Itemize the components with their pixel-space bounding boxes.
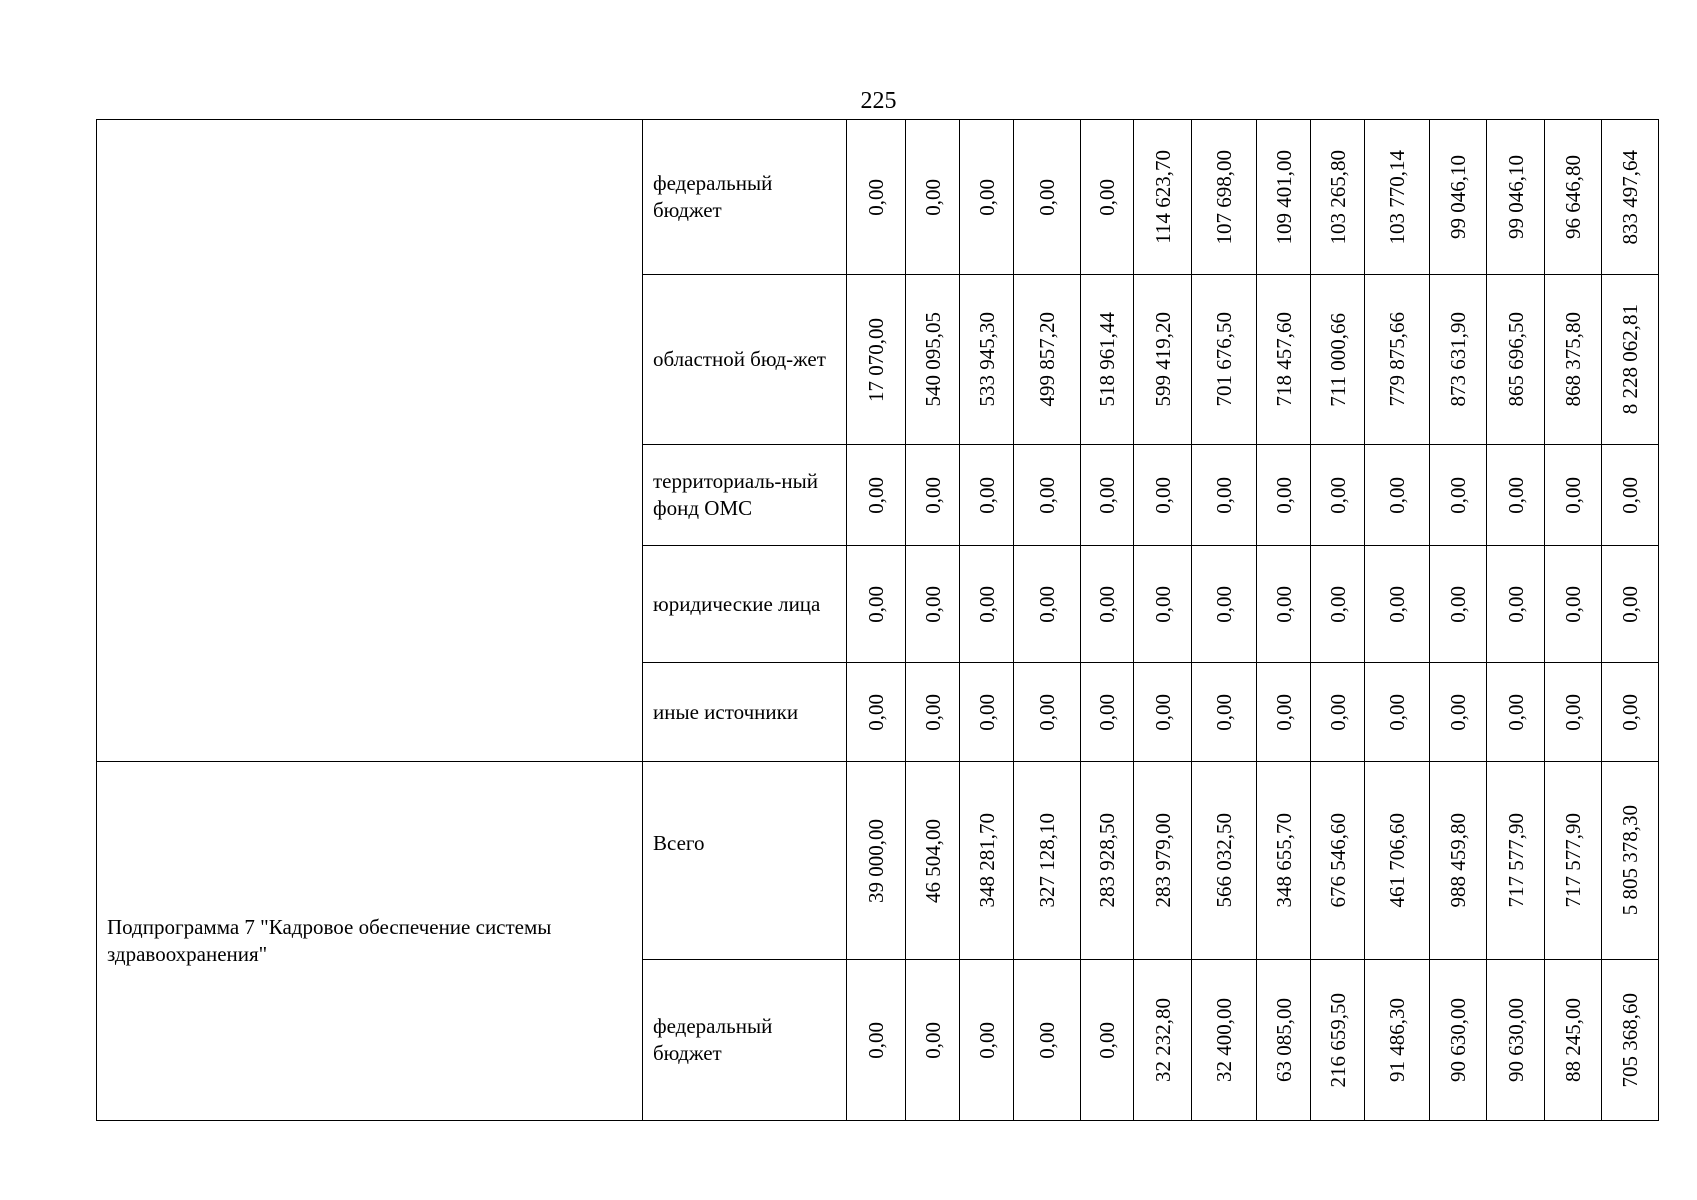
amount-cell xyxy=(847,960,906,1121)
amount-value: 0,00 xyxy=(920,585,945,623)
amount-value: 0,00 xyxy=(974,476,999,514)
amount-cell xyxy=(1487,762,1545,960)
amount-cell xyxy=(906,120,960,275)
amount-value: 0,00 xyxy=(974,585,999,623)
amount-cell xyxy=(1257,445,1311,546)
amount-cell xyxy=(1365,960,1430,1121)
amount-value: 0,00 xyxy=(1561,693,1585,731)
amount-cell xyxy=(1602,960,1659,1121)
amount-value: 718 457,60 xyxy=(1271,312,1296,407)
amount-cell xyxy=(1081,120,1134,275)
amount-value: 0,00 xyxy=(1385,476,1409,514)
amount-cell xyxy=(1257,762,1311,960)
amount-value: 711 000,66 xyxy=(1325,312,1350,407)
amount-cell xyxy=(1134,546,1192,663)
amount-value: 868 375,80 xyxy=(1561,312,1585,407)
amount-cell xyxy=(1365,120,1430,275)
amount-value: 0,00 xyxy=(1561,585,1585,623)
amount-cell xyxy=(1487,275,1545,445)
amount-cell xyxy=(1311,663,1365,762)
amount-value: 0,00 xyxy=(1325,476,1350,514)
amount-cell xyxy=(906,546,960,663)
amount-value: 988 459,80 xyxy=(1446,813,1470,908)
amount-cell xyxy=(1081,762,1134,960)
amount-cell xyxy=(1602,546,1659,663)
amount-cell xyxy=(1192,445,1257,546)
amount-cell xyxy=(1545,762,1602,960)
amount-value: 0,00 xyxy=(974,693,999,731)
amount-cell xyxy=(1602,275,1659,445)
amount-value: 63 085,00 xyxy=(1271,998,1296,1082)
amount-value: 0,00 xyxy=(974,178,999,216)
amount-value: 0,00 xyxy=(920,1021,945,1059)
budget-table xyxy=(96,119,1659,1121)
amount-value: 676 546,60 xyxy=(1325,813,1350,908)
amount-value: 833 497,64 xyxy=(1618,149,1642,245)
amount-value: 0,00 xyxy=(1035,1021,1059,1059)
amount-value: 0,00 xyxy=(1271,476,1296,514)
amount-value: 0,00 xyxy=(1561,476,1585,514)
amount-cell xyxy=(1081,546,1134,663)
amount-cell xyxy=(1545,960,1602,1121)
amount-cell xyxy=(1311,762,1365,960)
amount-cell xyxy=(960,546,1014,663)
amount-cell xyxy=(1014,275,1081,445)
amount-cell xyxy=(1014,546,1081,663)
funding-source-label: федеральный бюджет xyxy=(653,1014,773,1065)
amount-cell xyxy=(1192,546,1257,663)
amount-cell xyxy=(906,445,960,546)
amount-cell xyxy=(1134,120,1192,275)
amount-value: 114 623,70 xyxy=(1150,150,1175,244)
funding-source-label: областной бюд-жет xyxy=(653,347,826,371)
amount-cell xyxy=(1081,445,1134,546)
amount-value: 0,00 xyxy=(1212,585,1236,623)
amount-cell xyxy=(1192,960,1257,1121)
amount-value: 283 979,00 xyxy=(1150,813,1175,908)
amount-cell xyxy=(1134,445,1192,546)
amount-cell xyxy=(847,275,906,445)
amount-cell xyxy=(960,663,1014,762)
amount-value: 0,00 xyxy=(920,178,945,216)
amount-value: 99 046,10 xyxy=(1503,155,1528,239)
amount-value: 0,00 xyxy=(974,1021,999,1059)
funding-source-cell xyxy=(643,120,847,275)
amount-value: 0,00 xyxy=(1618,693,1642,731)
amount-cell xyxy=(1430,445,1487,546)
amount-cell xyxy=(906,762,960,960)
amount-value: 32 232,80 xyxy=(1150,998,1175,1082)
amount-value: 5 805 378,30 xyxy=(1618,805,1642,916)
amount-cell xyxy=(1081,275,1134,445)
amount-value: 8 228 062,81 xyxy=(1618,304,1642,415)
amount-cell xyxy=(1487,960,1545,1121)
funding-source-cell xyxy=(643,275,847,445)
amount-cell xyxy=(1311,960,1365,1121)
program-name-cell: Подпрограмма 7 "Кадровое обеспечение системы здравоохранения" xyxy=(97,762,643,1121)
table-row xyxy=(97,120,1659,275)
amount-value: 0,00 xyxy=(1035,693,1059,731)
amount-value: 0,00 xyxy=(1618,585,1642,623)
amount-value: 0,00 xyxy=(1035,585,1059,623)
amount-cell xyxy=(1545,120,1602,275)
amount-cell xyxy=(960,762,1014,960)
amount-cell xyxy=(960,960,1014,1121)
amount-value: 0,00 xyxy=(1095,585,1119,623)
amount-value: 0,00 xyxy=(864,585,888,623)
amount-value: 0,00 xyxy=(864,1021,888,1059)
page-number: 225 xyxy=(860,88,897,114)
amount-value: 348 655,70 xyxy=(1271,813,1296,908)
program-name-cell xyxy=(97,120,643,762)
amount-value: 216 659,50 xyxy=(1325,992,1350,1088)
amount-value: 0,00 xyxy=(1095,476,1119,514)
amount-cell xyxy=(1014,445,1081,546)
funding-source-label: федеральный бюджет xyxy=(653,171,773,222)
amount-value: 0,00 xyxy=(1503,585,1528,623)
amount-cell xyxy=(960,275,1014,445)
amount-value: 0,00 xyxy=(1385,585,1409,623)
funding-source-label: территориаль-ный фонд ОМС xyxy=(653,469,819,520)
amount-cell xyxy=(1430,663,1487,762)
amount-value: 283 928,50 xyxy=(1095,813,1119,908)
amount-value: 705 368,60 xyxy=(1618,992,1642,1088)
funding-source-cell xyxy=(643,663,847,762)
amount-cell xyxy=(1134,762,1192,960)
amount-value: 0,00 xyxy=(1212,476,1236,514)
amount-value: 701 676,50 xyxy=(1212,312,1236,407)
amount-cell xyxy=(1365,546,1430,663)
amount-cell xyxy=(1134,275,1192,445)
amount-cell xyxy=(1602,762,1659,960)
amount-cell xyxy=(1365,762,1430,960)
amount-value: 0,00 xyxy=(864,178,888,216)
amount-value: 779 875,66 xyxy=(1385,312,1409,407)
amount-value: 109 401,00 xyxy=(1271,149,1296,245)
amount-cell xyxy=(847,546,906,663)
amount-value: 327 128,10 xyxy=(1035,813,1059,908)
table-row xyxy=(97,762,1659,960)
amount-cell xyxy=(1487,445,1545,546)
amount-value: 17 070,00 xyxy=(864,317,888,402)
amount-value: 599 419,20 xyxy=(1150,312,1175,407)
amount-value: 0,00 xyxy=(1446,585,1470,623)
amount-cell xyxy=(1257,275,1311,445)
amount-cell xyxy=(1014,762,1081,960)
amount-value: 0,00 xyxy=(1325,585,1350,623)
amount-value: 540 095,05 xyxy=(920,312,945,407)
amount-cell xyxy=(1545,275,1602,445)
amount-cell xyxy=(906,275,960,445)
amount-cell xyxy=(1545,546,1602,663)
funding-source-label: иные источники xyxy=(653,699,799,724)
amount-value: 0,00 xyxy=(1446,693,1470,731)
amount-cell xyxy=(847,663,906,762)
amount-value: 0,00 xyxy=(1095,178,1119,216)
amount-value: 0,00 xyxy=(864,693,888,731)
amount-value: 518 961,44 xyxy=(1095,312,1119,407)
funding-source-cell xyxy=(643,445,847,546)
amount-value: 91 486,30 xyxy=(1385,998,1409,1082)
amount-value: 499 857,20 xyxy=(1035,312,1059,407)
amount-cell xyxy=(960,445,1014,546)
funding-source-label: Всего xyxy=(653,831,705,855)
amount-value: 461 706,60 xyxy=(1385,813,1409,908)
amount-value: 103 265,80 xyxy=(1325,149,1350,245)
amount-value: 865 696,50 xyxy=(1503,312,1528,407)
amount-cell xyxy=(1311,275,1365,445)
amount-cell xyxy=(1545,663,1602,762)
amount-value: 0,00 xyxy=(1618,476,1642,514)
amount-cell xyxy=(906,960,960,1121)
amount-cell xyxy=(960,120,1014,275)
amount-cell xyxy=(1014,120,1081,275)
amount-value: 99 046,10 xyxy=(1446,155,1470,239)
amount-value: 0,00 xyxy=(864,476,888,514)
amount-value: 0,00 xyxy=(1212,693,1236,731)
amount-value: 717 577,90 xyxy=(1503,813,1528,908)
amount-cell xyxy=(1192,663,1257,762)
funding-source-label: юридические лица xyxy=(653,591,821,616)
amount-value: 0,00 xyxy=(1503,693,1528,731)
amount-cell xyxy=(1545,445,1602,546)
amount-value: 0,00 xyxy=(1095,693,1119,731)
amount-cell xyxy=(1081,960,1134,1121)
amount-value: 348 281,70 xyxy=(974,813,999,908)
amount-value: 0,00 xyxy=(1446,476,1470,514)
amount-cell xyxy=(1311,546,1365,663)
amount-value: 0,00 xyxy=(1095,1021,1119,1059)
amount-value: 0,00 xyxy=(1325,693,1350,731)
amount-value: 533 945,30 xyxy=(974,312,999,407)
amount-cell xyxy=(1257,546,1311,663)
amount-cell xyxy=(1430,275,1487,445)
amount-value: 90 630,00 xyxy=(1503,998,1528,1082)
funding-source-cell xyxy=(643,762,847,960)
amount-value: 32 400,00 xyxy=(1212,998,1236,1082)
amount-cell xyxy=(1365,275,1430,445)
amount-value: 873 631,90 xyxy=(1446,312,1470,407)
amount-cell xyxy=(847,445,906,546)
amount-value: 103 770,14 xyxy=(1385,149,1409,245)
amount-cell xyxy=(1365,663,1430,762)
amount-cell xyxy=(1014,960,1081,1121)
amount-value: 107 698,00 xyxy=(1212,149,1236,245)
amount-value: 0,00 xyxy=(920,476,945,514)
amount-value: 90 630,00 xyxy=(1446,998,1470,1082)
amount-value: 0,00 xyxy=(1385,693,1409,731)
amount-cell xyxy=(1430,546,1487,663)
amount-value: 0,00 xyxy=(1150,693,1175,731)
amount-cell xyxy=(1134,663,1192,762)
amount-cell xyxy=(1487,663,1545,762)
amount-cell xyxy=(906,663,960,762)
amount-value: 0,00 xyxy=(1035,178,1059,216)
amount-cell xyxy=(1311,120,1365,275)
amount-value: 0,00 xyxy=(1150,585,1175,623)
amount-cell xyxy=(1430,120,1487,275)
amount-cell xyxy=(1365,445,1430,546)
amount-cell xyxy=(847,120,906,275)
amount-value: 0,00 xyxy=(1035,476,1059,514)
funding-source-cell xyxy=(643,546,847,663)
amount-value: 717 577,90 xyxy=(1561,813,1585,908)
amount-value: 0,00 xyxy=(1150,476,1175,514)
amount-cell xyxy=(1602,445,1659,546)
amount-cell xyxy=(1311,445,1365,546)
amount-cell xyxy=(1430,762,1487,960)
amount-cell xyxy=(1430,960,1487,1121)
amount-cell xyxy=(1081,663,1134,762)
amount-cell xyxy=(1134,960,1192,1121)
amount-value: 96 646,80 xyxy=(1561,155,1585,239)
amount-cell xyxy=(1487,546,1545,663)
amount-cell xyxy=(1257,120,1311,275)
amount-cell xyxy=(1192,120,1257,275)
amount-value: 0,00 xyxy=(920,693,945,731)
amount-cell xyxy=(847,762,906,960)
amount-cell xyxy=(1014,663,1081,762)
amount-cell xyxy=(1257,960,1311,1121)
amount-cell xyxy=(1192,275,1257,445)
amount-value: 39 000,00 xyxy=(864,818,888,903)
amount-cell xyxy=(1192,762,1257,960)
amount-value: 566 032,50 xyxy=(1212,813,1236,908)
amount-cell xyxy=(1602,120,1659,275)
amount-cell xyxy=(1487,120,1545,275)
amount-cell xyxy=(1602,663,1659,762)
amount-value: 0,00 xyxy=(1271,585,1296,623)
amount-value: 0,00 xyxy=(1271,693,1296,731)
amount-value: 88 245,00 xyxy=(1561,998,1585,1082)
amount-value: 46 504,00 xyxy=(920,818,945,903)
funding-source-cell xyxy=(643,960,847,1121)
amount-cell xyxy=(1257,663,1311,762)
amount-value: 0,00 xyxy=(1503,476,1528,514)
